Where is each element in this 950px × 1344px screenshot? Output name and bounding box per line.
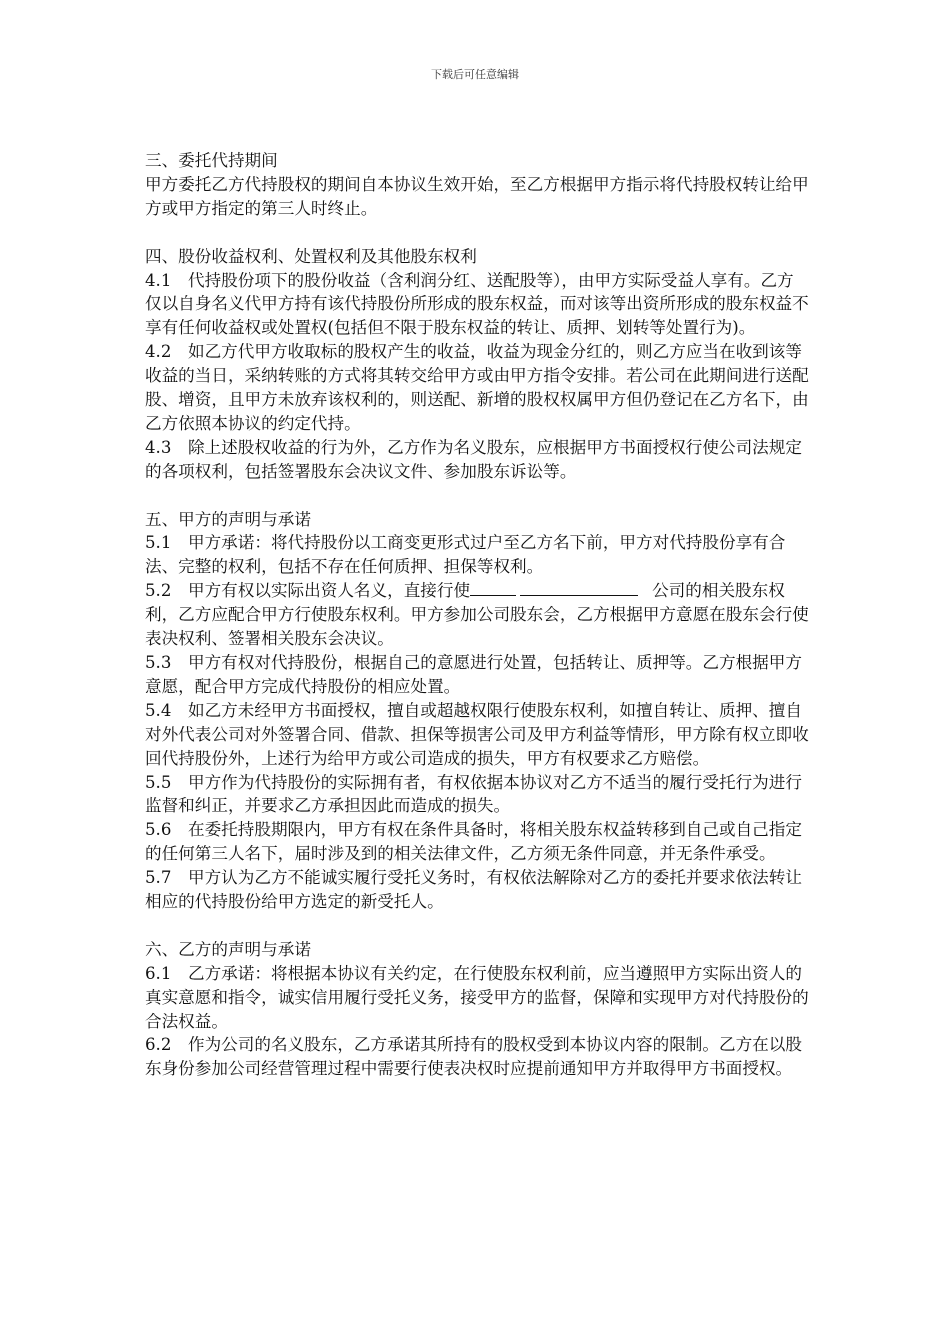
clause-5-2-text-before: 5.2 甲方有权以实际出资人名义，直接行使 bbox=[145, 581, 471, 601]
section-5-heading: 五、甲方的声明与承诺 bbox=[145, 509, 311, 529]
section-4-heading: 四、股份收益权利、处置权利及其他股东权利 bbox=[145, 246, 477, 266]
section-spacer bbox=[145, 221, 810, 245]
section-6-heading: 六、乙方的声明与承诺 bbox=[145, 939, 311, 959]
section-spacer bbox=[145, 914, 810, 938]
clause-5-3: 5.3 甲方有权对代持股份，根据自己的意愿进行处置，包括转让、质押等。乙方根据甲方意愿，配合甲方完成代持股份的相应处置。 bbox=[145, 653, 802, 696]
clause-4-3: 4.3 除上述股权收益的行为外，乙方作为名义股东，应根据甲方书面授权行使公司法规定的各项权利，包括签署股东会决议文件、参加股东诉讼等。 bbox=[145, 437, 802, 481]
clause-5-6: 5.6 在委托持股期限内，甲方有权在条件具备时，将相关股东权益转移到自己或自己指定的任何第三人名下，届时涉及到的相关法律文件，乙方须无条件同意，并无条件承受。 bbox=[145, 820, 802, 864]
section-3-body: 甲方委托乙方代持股权的期间自本协议生效开始，至乙方根据甲方指示将代持股权转让给甲方或甲方指定的第三人时终止。 bbox=[145, 174, 809, 218]
clause-4-2: 4.2 如乙方代甲方收取标的股权产生的收益，收益为现金分红的，则乙方应当在收到该等收益的当日，采纳转账的方式将其转交给甲方或由甲方指令安排。若公司在此期间进行送配股、增资，且甲方未放弃该权利的，则送配、新增的股权权属甲方但仍登记在乙方名下，由乙方依照本协议的约定代持。 bbox=[145, 342, 809, 433]
company-name-blank bbox=[520, 579, 638, 596]
clause-5-7: 5.7 甲方认为乙方不能诚实履行受托义务时，有权依法解除对乙方的委托并要求依法转让相应的代持股份给甲方选定的新受托人。 bbox=[145, 868, 802, 912]
clause-6-1: 6.1 乙方承诺：将根据本协议有关约定，在行使股东权利前，应当遵照甲方实际出资人的真实意愿和指令，诚实信用履行受托义务，接受甲方的监督，保障和实现甲方对代持股份的合法权益。 bbox=[145, 963, 809, 1031]
page-header: 下载后可任意编辑 bbox=[431, 68, 519, 81]
blank-line bbox=[470, 579, 516, 596]
clause-5-1: 5.1 甲方承诺：将代持股份以工商变更形式过户至乙方名下前，甲方对代持股份享有合法、完整的权利，包括不存在任何质押、担保等权利。 bbox=[145, 533, 786, 577]
clause-5-2 bbox=[145, 579, 810, 651]
section-3-heading: 三、委托代持期间 bbox=[145, 151, 278, 170]
clause-5-4: 5.4 如乙方未经甲方书面授权，擅自或超越权限行使股东权利，如擅自转让、质押、擅自对外代表公司对外签署合同、借款、担保等损害公司及甲方利益等情形，甲方除有权立即收回代持股份外，上述行为给甲方或公司造成的损失，甲方有权要求乙方赔偿。 bbox=[145, 700, 809, 768]
section-spacer bbox=[145, 484, 810, 508]
document-body bbox=[145, 149, 810, 1081]
clause-5-2-text-after: 公司的相关股东权利，乙方应配合甲方行使股东权利。甲方参加公司股东会，乙方根据甲方意愿在股东会行使表决权利、签署相关股东会决议。 bbox=[145, 581, 809, 649]
clause-6-2: 6.2 作为公司的名义股东，乙方承诺其所持有的股权受到本协议内容的限制。乙方在以股东身份参加公司经营管理过程中需要行使表决权时应提前通知甲方并取得甲方书面授权。 bbox=[145, 1035, 802, 1079]
clause-5-5: 5.5 甲方作为代持股份的实际拥有者，有权依据本协议对乙方不适当的履行受托行为进行监督和纠正，并要求乙方承担因此而造成的损失。 bbox=[145, 772, 802, 816]
clause-4-1: 4.1 代持股份项下的股份收益（含利润分红、送配股等），由甲方实际受益人享有。乙方仅以自身名义代甲方持有该代持股份所形成的股东权益，而对该等出资所形成的股东权益不享有任何收益权或处置权(包括但不限于股东权益的转让、质押、划转等处置行为)。 bbox=[145, 270, 809, 338]
